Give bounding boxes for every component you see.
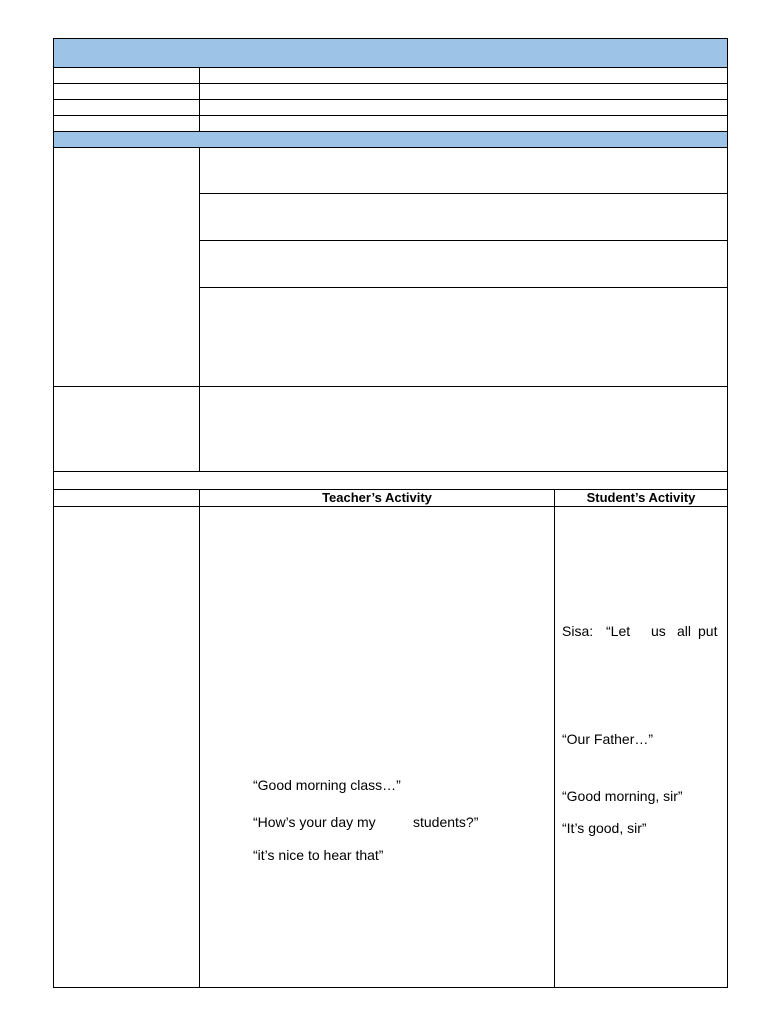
student-line-sisa-label: Sisa: (562, 623, 594, 639)
student-line-sisa-word: all (677, 623, 692, 639)
rule (199, 147, 200, 472)
rule (53, 131, 728, 132)
student-line-sisa-word: put (698, 623, 718, 639)
rule (53, 506, 728, 507)
student-line-our-father: “Our Father…” (562, 731, 654, 747)
rule (53, 147, 728, 148)
teacher-line-hows-your-day: “How’s your day my (253, 814, 376, 830)
rule (53, 987, 728, 988)
rule (199, 193, 728, 194)
rule (53, 471, 728, 472)
rule (53, 38, 54, 988)
rule (199, 240, 728, 241)
teacher-line-nice-to-hear: “it’s nice to hear that” (253, 847, 384, 863)
student-line-good-morning: “Good morning, sir” (562, 788, 683, 804)
student-line-its-good: “It’s good, sir” (562, 820, 647, 836)
rule (53, 386, 728, 387)
student-line-sisa-word: “Let (606, 623, 631, 639)
rule (727, 38, 728, 988)
rule (53, 38, 728, 39)
teacher-activity-header: Teacher’s Activity (322, 490, 432, 505)
rule (199, 287, 728, 288)
rule (53, 99, 728, 100)
rule (53, 115, 728, 116)
title-band (54, 39, 727, 67)
student-line-sisa-word: us (651, 623, 666, 639)
student-activity-header: Student’s Activity (586, 490, 696, 505)
rule (53, 83, 728, 84)
teacher-line-students: students?” (413, 814, 479, 830)
rule (199, 67, 200, 132)
teacher-line-good-morning: “Good morning class…” (253, 777, 401, 793)
rule (554, 489, 555, 988)
section-band (54, 132, 727, 147)
rule (53, 67, 728, 68)
rule (199, 489, 200, 988)
